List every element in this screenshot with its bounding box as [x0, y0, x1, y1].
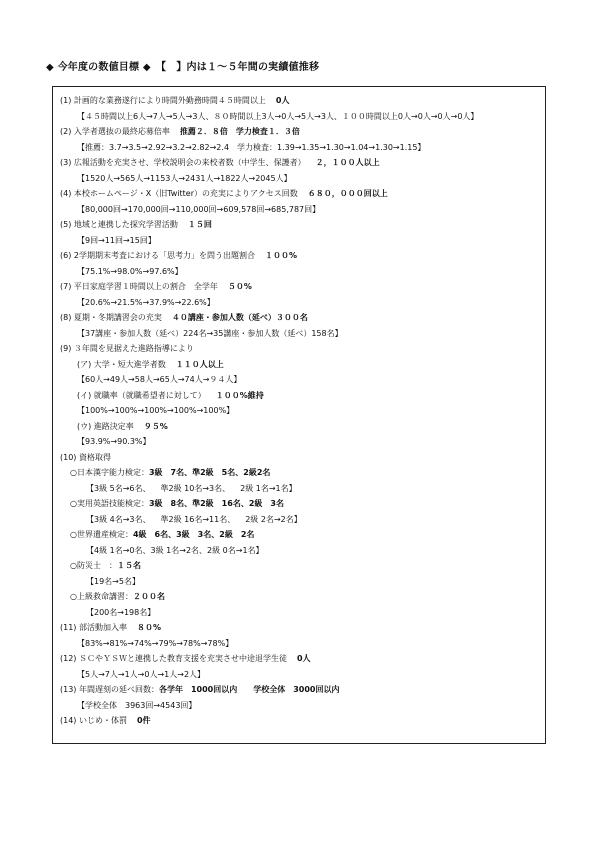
item-label: ○防災士 ：: [70, 561, 117, 570]
item-1-history: 【４５時間以上6人→7人→5人→3人、８０時間以上3人→0人→5人→3人、１００時間以上0人→0人→0人→0人】: [77, 111, 479, 121]
targets-list: [60, 93, 544, 729]
item-2-history: 【推薦：3.7→3.5→2.92→3.2→2.82→2.4 学力検査：1.39→1.35→1.30→1.04→1.30→1.15】: [77, 142, 426, 152]
item-label: ○世界遺産検定：: [70, 530, 133, 539]
item-11: [60, 620, 544, 636]
item-10-kyumei-history: 【200名→198名】: [86, 607, 156, 617]
item-13: [60, 682, 544, 698]
item-12: [60, 651, 544, 667]
item-label: (12) ＳＣやＹＳＷと連携した教育支援を充実させ中途退学生徒: [60, 654, 287, 663]
item-label: (イ) 就職率（就職希望者に対して）: [77, 390, 206, 400]
item-10-kyumei: [60, 589, 544, 605]
item-3-history: 【1520人→565人→1153人→2431人→1822人→2045人】: [77, 173, 292, 183]
item-label: (5) 地域と連携した探究学習活動: [60, 220, 178, 229]
item-1: [60, 93, 544, 109]
item-4: [60, 186, 544, 202]
item-target: ４０講座・参加人数（延べ）３００名: [171, 313, 308, 322]
item-5: [60, 217, 544, 233]
history-part: 2級 2名→2名】: [245, 514, 302, 524]
item-10-heritage-history: 【4級 1名→0名、3級 1名→2名、2級 0名→1名】: [86, 545, 264, 555]
item-label: (8) 夏期・冬期講習会の充実: [60, 313, 162, 322]
item-9: [60, 341, 544, 357]
item-label: (3) 広報活動を充実させ、学校説明会の来校者数（中学生、保護者）: [60, 158, 306, 167]
item-3: [60, 155, 544, 171]
item-5-history: 【9回→11回→15回】: [77, 235, 156, 245]
item-10-eiken: [60, 496, 544, 512]
item-label: (10) 資格取得: [60, 452, 111, 462]
item-10-heritage: [60, 527, 544, 543]
item-13-history: 【学校全体 3963回→4543回】: [77, 700, 197, 710]
item-target: １００%: [264, 251, 297, 260]
item-target: １００%維持: [215, 390, 264, 400]
item-4-history: 【80,000回→170,000回→110,000回→609,578回→685,787回】: [77, 204, 321, 214]
item-10-bousai: [60, 558, 544, 574]
item-label: (ア) 大学・短大進学者数: [77, 359, 166, 369]
item-target: 4級 6名、3級 3名、2級 2名: [132, 530, 255, 539]
item-10-kanji-history: [60, 481, 544, 497]
page-heading: ◆ 今年度の数値目標 ◆ 【 】内は１～５年間の実績値推移: [46, 62, 320, 73]
item-12-history: 【5人→7人→1人→0人→1人→2人】: [77, 669, 206, 679]
item-10: [60, 450, 544, 466]
history-part: 準2級 10名→3名、: [160, 483, 231, 493]
item-target: 各学年 1000回以内 学校全体 3000回以内: [158, 685, 340, 694]
item-6-history: 【75.1%→98.0%→97.6%】: [77, 266, 183, 276]
item-target: ６８０，０００回以上: [307, 189, 388, 198]
item-label: (9) ３年間を見据えた進路指導により: [60, 344, 194, 353]
item-10-kanji: [60, 465, 544, 481]
item-8: [60, 310, 544, 326]
item-label: ○上級救命講習：: [70, 592, 133, 601]
item-7-history: 【20.6%→21.5%→37.9%→22.6%】: [77, 297, 215, 307]
item-6: [60, 248, 544, 264]
history-part: 【3級 5名→6名、: [86, 483, 151, 493]
item-label: ○日本漢字能力検定：: [70, 468, 149, 477]
item-target: ５０%: [227, 282, 252, 291]
item-target: １１０人以上: [175, 359, 224, 369]
item-label: (13) 年間遅刻の延べ回数：: [60, 685, 159, 694]
item-target: ２００名: [132, 592, 165, 601]
item-9a: [60, 357, 544, 373]
item-target: ９５%: [143, 421, 168, 431]
item-target: ８０%: [136, 623, 161, 632]
item-target: 0人: [275, 96, 290, 105]
item-label: (2) 入学者選抜の最終応募倍率: [60, 127, 170, 136]
item-label: (4) 本校ホームページ・X（旧Twitter）の充実によりアクセス回数: [60, 189, 298, 198]
item-10-eiken-history: [60, 512, 544, 528]
item-target: １５回: [187, 220, 212, 229]
item-target: 3級 7名、準2級 5名、2級2名: [148, 468, 271, 477]
item-label: (1) 計画的な業務遂行により時間外勤務時間４５時間以上: [60, 96, 266, 105]
item-target: 0人: [296, 654, 311, 663]
item-10-bousai-history: 【19名→5名】: [86, 576, 140, 586]
history-part: 準2級 16名→11名、: [160, 514, 236, 524]
item-label: (11) 部活動加入率: [60, 623, 127, 632]
item-target: 0件: [136, 716, 151, 725]
item-label: (7) 平日家庭学習１時間以上の割合 全学年: [60, 282, 218, 291]
item-2: [60, 124, 544, 140]
item-label: (14) いじめ・体罰: [60, 716, 127, 725]
item-7: [60, 279, 544, 295]
history-part: 2級 1名→1名】: [240, 483, 297, 493]
item-9c-history: 【93.9%→90.3%】: [77, 437, 151, 446]
item-target: 3級 8名、準2級 16名、2級 3名: [148, 499, 284, 508]
item-8-history: 【37講座・参加人数（延べ）224名→35講座・参加人数（延べ）158名】: [77, 328, 343, 338]
item-9b: [60, 388, 544, 404]
item-label: ○実用英語技能検定：: [70, 499, 149, 508]
item-label: (6) 2学期期末考査における「思考力」を問う出題割合: [60, 251, 255, 260]
item-14: [60, 713, 544, 729]
history-part: 【3級 4名→3名、: [86, 514, 151, 524]
item-target: １５名: [116, 561, 141, 570]
item-target: 推薦２．８倍 学力検査１．３倍: [179, 127, 300, 136]
item-label: (ウ) 進路決定率: [77, 421, 134, 431]
item-9a-history: 【60人→49人→58人→65人→74人→９４人】: [77, 375, 242, 384]
item-11-history: 【83%→81%→74%→79%→78%→78%】: [77, 638, 234, 648]
item-target: ２，１００人以上: [315, 158, 380, 167]
item-9c: [60, 419, 544, 435]
item-9b-history: 【100%→100%→100%→100%→100%】: [77, 406, 235, 415]
